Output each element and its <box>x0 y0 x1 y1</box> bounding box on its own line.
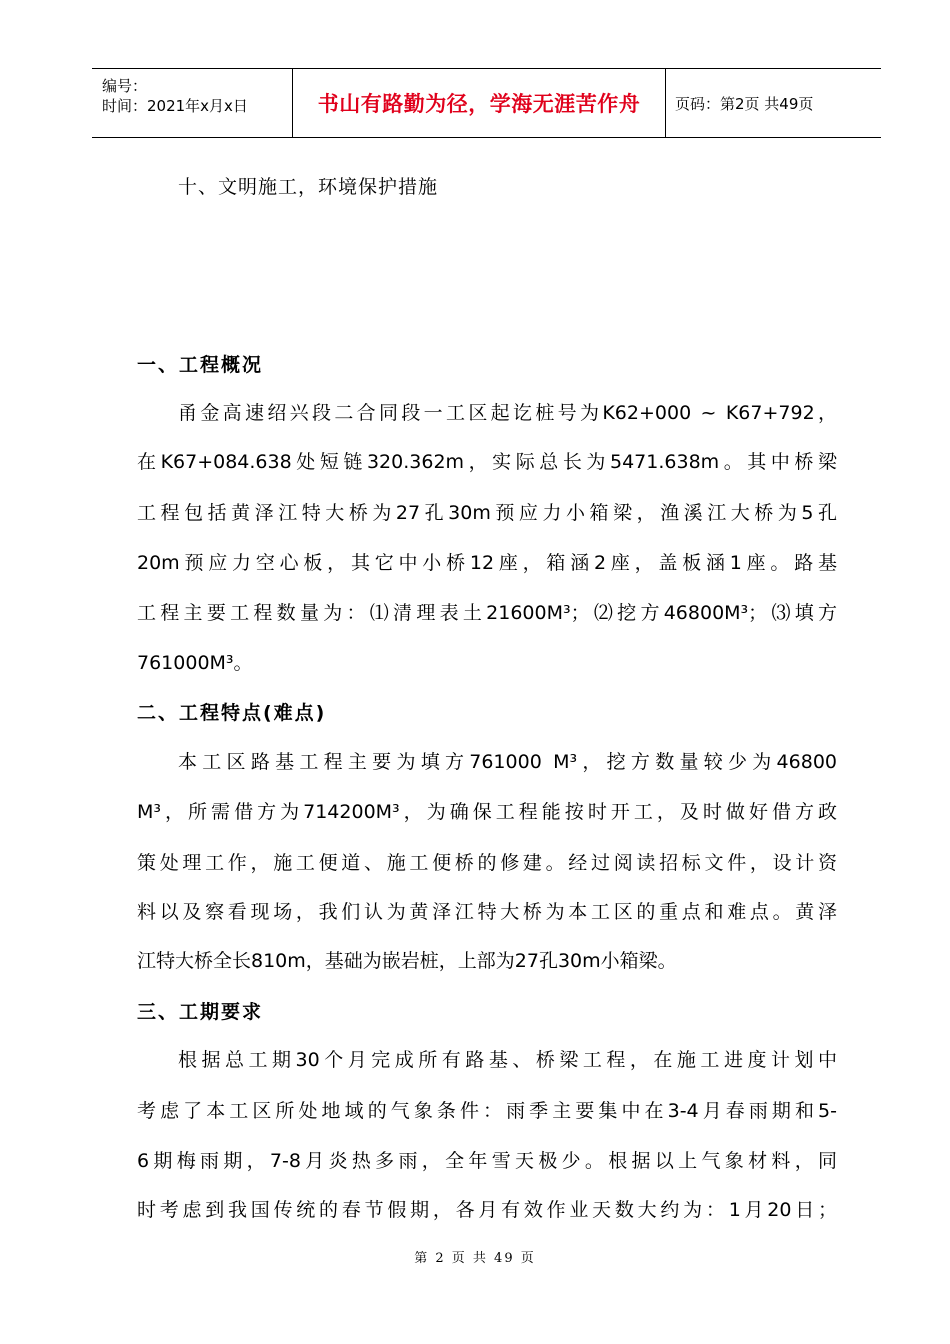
body-line: 时考虑到我国传统的春节假期，各月有效作业天数大约为：1月20日； <box>137 1199 837 1221</box>
body-line: 根据总工期30个月完成所有路基、桥梁工程，在施工进度计划中 <box>178 1049 837 1071</box>
body-line: 761000M³。 <box>137 652 253 674</box>
section-title-schedule: 三、工期要求 <box>137 1001 264 1023</box>
body-line: 甬金高速绍兴段二合同段一工区起讫桩号为K62+000 ~ K67+792， <box>178 402 837 424</box>
header-motto: 书山有路勤为径，学海无涯苦作舟 <box>317 92 641 116</box>
body-line: 工程包括黄泽江特大桥为27孔30m预应力小箱梁，渔溪江大桥为5孔 <box>137 502 837 524</box>
body-line: 工程主要工程数量为：⑴清理表土21600M³；⑵挖方46800M³；⑶填方 <box>137 602 837 624</box>
header-page-code: 页码：第2页 共49页 <box>675 94 814 113</box>
body-line: 6期梅雨期，7-8月炎热多雨，全年雪天极少。根据以上气象材料，同 <box>137 1150 837 1172</box>
body-line: 策处理工作，施工便道、施工便桥的修建。经过阅读招标文件，设计资 <box>137 852 837 874</box>
body-line: 料以及察看现场，我们认为黄泽江特大桥为本工区的重点和难点。黄泽 <box>137 901 837 923</box>
toc-item: 十、文明施工，环境保护措施 <box>178 176 439 198</box>
body-line: M³，所需借方为714200M³，为确保工程能按时开工，及时做好借方政 <box>137 801 837 823</box>
body-line: 考虑了本工区所处地域的气象条件：雨季主要集中在3-4月春雨期和5- <box>137 1100 837 1122</box>
number-label: 编号： <box>102 77 148 95</box>
header-meta <box>92 69 292 137</box>
body-line: 20m预应力空心板，其它中小桥12座，箱涵2座，盖板涵1座。路基 <box>137 552 837 574</box>
time-label: 时间：2021年x月x日 <box>102 97 248 115</box>
section-title-features: 二、工程特点(难点) <box>137 702 327 724</box>
page-header <box>92 68 881 138</box>
page-footer: 第 2 页 共 49 页 <box>414 1251 536 1266</box>
header-motto-cell <box>292 69 666 137</box>
body-line: 在K67+084.638处短链320.362m，实际总长为5471.638m。其中桥梁 <box>137 451 837 473</box>
body-line: 本工区路基工程主要为填方761000 M³，挖方数量较少为46800 <box>178 751 837 773</box>
section-title-overview: 一、工程概况 <box>137 354 264 376</box>
header-page-cell <box>665 69 881 137</box>
body-line: 江特大桥全长810m，基础为嵌岩桩，上部为27孔30m小箱梁。 <box>137 950 677 972</box>
